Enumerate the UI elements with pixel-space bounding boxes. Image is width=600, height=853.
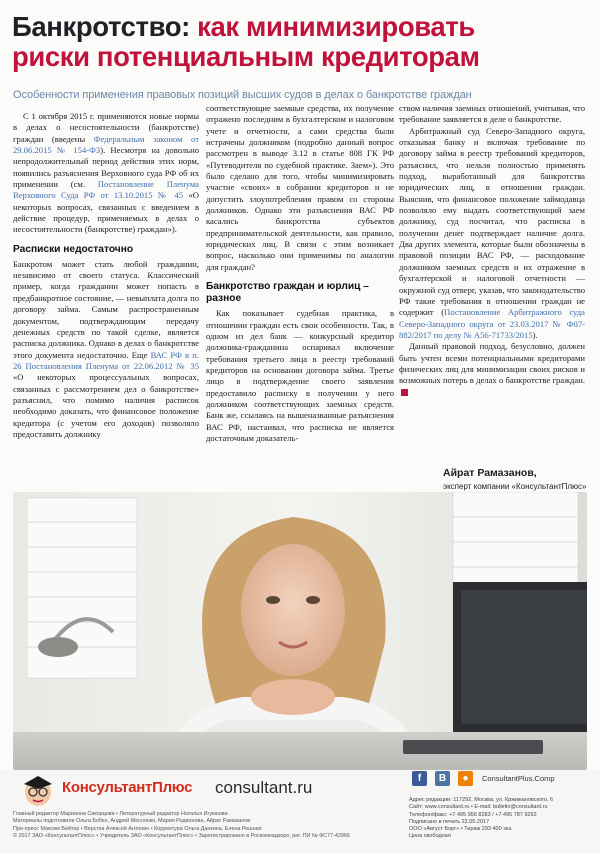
address-line: Телефон/факс: +7 495 956 8283 / +7 495 787 9292 [409, 811, 537, 818]
resolution-link[interactable]: Постановление Пленума Верховного Суда РФ от 13.10.2015 № 45 [13, 179, 199, 201]
text: Данный правовой подход, безусловно, должен быть учтен всеми потенциальными кредиторами физических лиц для минимизации своих рисков и возможных потерь в делах о банкротстве граждан. [399, 341, 585, 386]
title-accent-1: как минимизировать [197, 11, 475, 42]
paragraph: ством наличия заемных отношений, учитывая, что требование заявляется в деле о банкротстве. [399, 103, 585, 125]
paragraph [399, 341, 585, 398]
text: ). [532, 329, 538, 340]
column-1 [13, 111, 199, 440]
facebook-icon[interactable]: f [412, 771, 427, 786]
credit-line: Материалы подготовили Ольга Бобко, Андрей Меснянко, Мария Родионова, Айрат Рамазанов [13, 818, 251, 825]
address-line: Адрес редакции: 117292, Москва, ул. Кржижановского, 6 [409, 797, 554, 803]
vk-icon[interactable]: В [435, 771, 450, 786]
article-title [12, 12, 597, 72]
section-heading: Банкротство граждан и юрлиц – разное [206, 281, 369, 305]
credit-line: Пре-пресс Максим Бейтер • Верстка Алексей Антонин • Корректура Ольга Данкина, Елена Решная [13, 825, 262, 832]
author-role: эксперт компании «КонсультантПлюс» [443, 482, 587, 491]
text: «О некоторых процессуальных вопросах, связанных с рассмотрением дел о банкротстве» разъяснил, что помимо наличия расписок необходимо доказать, что финансовое положение кредитора (с учетом его доходов) позволяло предоставить должнику [13, 372, 199, 439]
law-link[interactable]: Федеральным законом от 29.06.2015 № 154-ФЗ [13, 133, 199, 156]
vas-link[interactable]: ВАС РФ в п. 26 Постановления Пленума от 22.06.2012 № 35 [13, 349, 199, 371]
editorial-address [409, 797, 594, 841]
text: «О некоторых вопросах, связанных с введением в действие процедур, применяемых в делах о несостоятельности (банкротстве) граждан»). [13, 190, 199, 235]
section-heading: Расписки недостаточно [13, 243, 134, 255]
column-3 [399, 103, 585, 398]
address-line: Сайт: www.consultant.ru • E-mail: bulletin@consultant.ru [409, 804, 548, 811]
text: С 1 октября 2015 г. применяются новые нормы в делах о несостоятельности (банкротстве) граждан (введены [13, 111, 199, 144]
consultantplus-mascot-icon [18, 772, 58, 808]
site-link[interactable]: consultant.ru [215, 778, 313, 797]
text: Арбитражный суд Северо-Западного округа, отказывая банку и включая требование по договору займа в реестр требований кредиторов, разъяснил, что нельзя полностью применять подход, выработанный для банкротства юридических лиц, в отношении граждан. Выяснив, что финансовое положение займодавца позволяло ему выдать соответствующий заем должнику, суд посчитал, что расписка в получении денег подтверждает наличие долга. Два других элемента, которые были обозначены в правовой позиции ВАС РФ, — расходование должником заемных средств и их отражение в бухгалтерской и налоговой отчетности — окружной суд отверг, указав, что законодательство РФ такие требования в отношении граждан не содержит ( [399, 125, 585, 318]
paragraph [13, 259, 199, 441]
article-subtitle: Особенности применения правовых позиций высших судов в делах о банкротстве граждан [13, 89, 472, 101]
text: Банкротом может стать любой гражданин, независимо от своего статуса. Классический пример, когда гражданин может попасть в предбанкротное состояние, — невыплата долга по договору займа. Самым распространенным документом, подтверждающим передачу денежных средств по такой сделке, является расписка должника. Однако в делах о банкротстве этого документа недостаточно. Еще [13, 258, 199, 360]
paragraph: соответствующие заемные средства, их получение отражено последним в бухгалтерском и налоговом учете и отчетности, а сами средства были истрачены должником (подробно данный вопрос рассмотрен в выводе 3.12 в статье 808 ГК РФ «Путеводителя по судебной практике. Заем»). Это было сделано для того, чтобы минимизировать участие «своих» в собрании кредиторов и не допустить злоупотребления правом со стороны должников. Однако эти разъяснения ВАС РФ касались банкротства субъектов предпринимательской деятельности, как правило, юридических лиц. В связи с этим возникает вопрос, насколько они применимы по аналогии для граждан? [206, 103, 394, 272]
credit-line: Главный редактор Марианна Сикорцова • Литературный редактор Наталья Игумнова [13, 811, 228, 817]
title-dark: Банкротство: [12, 11, 190, 42]
address-line: Подписано в печать 22.05.2017 [409, 818, 490, 825]
paragraph [399, 126, 585, 342]
paragraph: Как показывает судебная практика, в отношении граждан есть свои особенности. Так, в одном из дел банк — конкурсный кредитор должника-гражданина оспаривал включение требования третьего лица в реестр требований кредиторов на основании договора займа. Третье лицо в подтверждение своего заявления предоставило расписку в получении у него должником соответствующих заемных средств. Банк же, ссылаясь на вышеназванные разъяснения ВАС РФ, настаивал, что расписка не является достаточным доказатель- [206, 308, 394, 443]
end-mark-icon [401, 389, 408, 396]
address-line: ООО «Август Борг» • Тираж 293 400 экз. [409, 826, 513, 833]
credits [13, 811, 393, 840]
office-photo [13, 492, 587, 770]
credit-line: © 2017 ЗАО «КонсультантПлюс» • Учредитель ЗАО «КонсультантПлюс» • Зарегистрировано в Роскомнадзоре, рег. ПИ № ФС77-42966 [13, 832, 350, 839]
paragraph [13, 111, 199, 236]
social-account[interactable]: ConsultantPlus.Comp [482, 774, 555, 783]
consultantplus-logo[interactable]: КонсультантПлюс [62, 779, 193, 796]
author-name: Айрат Рамазанов, [443, 467, 537, 479]
court-link[interactable]: Постановление Арбитражного суда Северо-Западного округа от 23.03.2017 № Ф07-882/2017 по делу № А56-71733/2015 [399, 307, 585, 340]
text: ). Несмотря на довольно непродолжительный период действия этих норм, появились разъяснения Верховного суда РФ об их применении (см. [13, 145, 199, 190]
odnoklassniki-icon[interactable]: ● [458, 771, 473, 786]
address-line: Цена свободная [409, 833, 451, 840]
title-accent-2: риски потенциальным кредиторам [12, 41, 480, 72]
column-2 [206, 103, 394, 444]
